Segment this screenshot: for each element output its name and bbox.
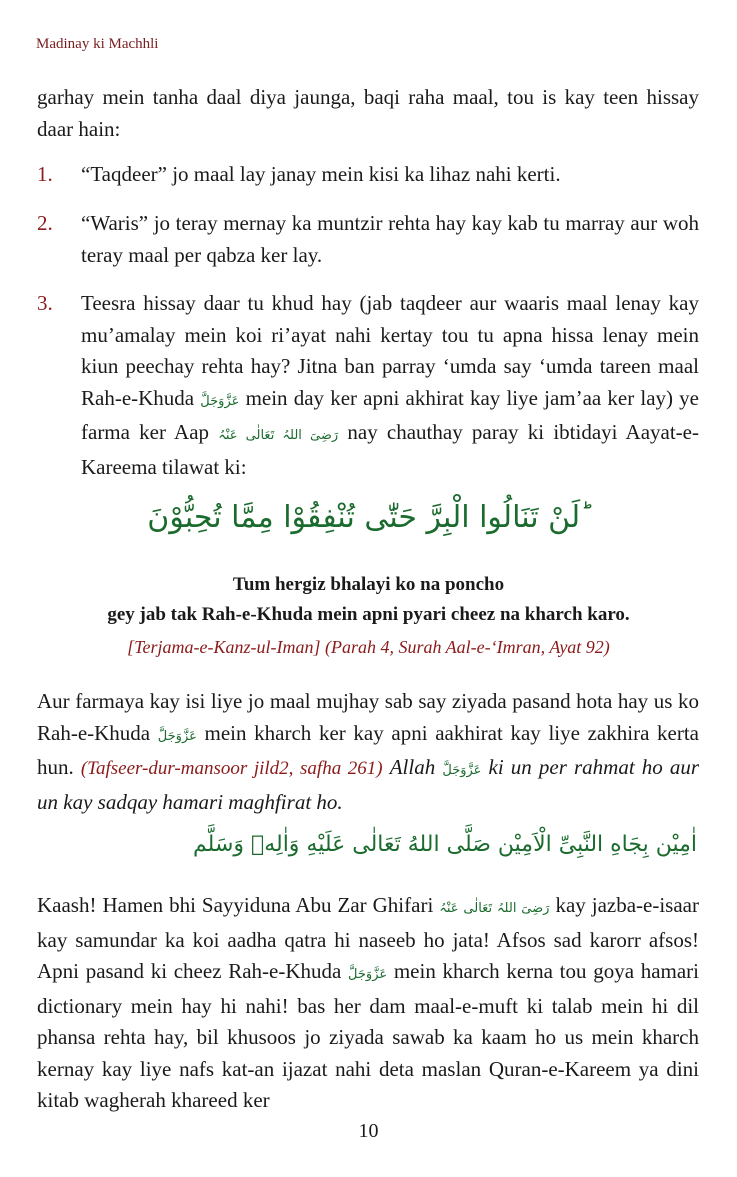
list-text: “Taqdeer” jo maal lay janay mein kisi ka lihaz nahi kerti. (81, 162, 561, 186)
translation-line-1: Tum hergiz bhalayi ko na poncho (232, 574, 505, 595)
list-text-part: Teesra hissay daar tu khud hay (jab taqdeer aur waaris maal lenay kay mu’amalay mein koi ri’ayat nahi kertay tou tu apna hissa lenay mein kiun peechay rehta hay? Jitna ban parray ‘umda say ‘umda tareen maal Rah-e-Khuda (81, 291, 699, 410)
honorific-azza-wa-jal: عَزَّوَجَلَّ (200, 393, 240, 409)
running-header: Madinay ki Machhli (36, 36, 159, 52)
translation-line-2: gey jab tak Rah-e-Khuda mein apni pyari cheez na kharch karo. (107, 604, 630, 625)
page-number: 10 (358, 1120, 379, 1142)
list-number: 2. (37, 211, 53, 235)
honorific-radiyallahu-anhu: رَضِیَ اللہُ تَعَالٰی عَنْہُ (439, 901, 550, 916)
honorific-azza-wa-jal: عَزَّوَجَلَّ (157, 728, 197, 744)
list-text-part: mein day ker apni akhirat kay liye jam’aa ker lay) ye farma ker Aap (81, 385, 700, 444)
para-text: Aur farmaya kay isi liye jo maal mujhay sab say ziyada pasand hota hay us ko Rah-e-Khuda (37, 689, 699, 745)
list-number: 1. (37, 162, 53, 186)
paragraph-3 (37, 890, 699, 1117)
para-text: Kaash! Hamen bhi Sayyiduna Abu Zar Ghifari (37, 893, 434, 917)
para-text: Allah (389, 755, 436, 779)
para-text: mein kharch ker kay apni aakhirat kay liye zakhira kerta hun. (37, 720, 700, 779)
list-number: 3. (37, 291, 53, 315)
verse-reference: [Terjama-e-Kanz-ul-Iman] (Parah 4, Surah Aal-e-‘Imran, Ayat 92) (127, 637, 610, 657)
list-text-part: nay chauthay paray ki ibtidayi Aayat-e-Kareema tilawat ki: (81, 420, 699, 479)
honorific-radiyallahu-anhu: رَضِیَ اللہُ تَعَالٰی عَنْہُ (218, 428, 339, 443)
para-text: kay jazba-e-isaar kay samundar ka koi aadha qatra hi naseeb ho jata! Afsos sad karorr afsos! Apni pasand ki cheez Rah-e-Khuda (37, 893, 699, 983)
quran-verse: لَنْ تَنَالُوا الْبِرَّ حَتّٰى تُنْفِقُوْا مِمَّا تُحِبُّوْنَ ؕ (147, 500, 590, 535)
paragraph-2 (37, 686, 699, 818)
citation: (Tafseer-dur-mansoor jild2, safha 261) (80, 758, 383, 779)
honorific-azza-wa-jal: عَزَّوَجَلَّ (348, 967, 388, 982)
para-text: ki un per rahmat ho aur un kay sadqay hamari maghfirat ho. (37, 755, 700, 814)
honorific-azza-wa-jal: عَزَّوَجَلَّ (442, 763, 482, 778)
intro-paragraph: garhay mein tanha daal diya jaunga, baqi raha maal, tou is kay teen hissay daar hain: (37, 85, 699, 141)
list-text: “Waris” jo teray mernay ka muntzir rehta hay kay kab tu marray aur woh teray maal per qabza ker lay. (81, 211, 699, 267)
dua-arabic: اٰمِیْن بِجَاهِ النَّبِیِّ الْاَمِیْن صَلَّى اللهُ تَعَالٰى عَلَيْهِ وَاٰلِهٖ وَسَلَّم (193, 832, 697, 857)
list-text (81, 288, 699, 483)
para-text: mein kharch kerna tou goya hamari dictionary mein hay hi nahi! bas her dam maal-e-muft ki talab mein hi dil phansa rehta hay, bil khusoos jo ziyada sawab ka kaam ho us mein kharch kernay kay liye nafs kat-an ijazat nahi deta maslan Quran-e-Kareem ya dini kitab wagherah khareed ker (37, 959, 700, 1112)
